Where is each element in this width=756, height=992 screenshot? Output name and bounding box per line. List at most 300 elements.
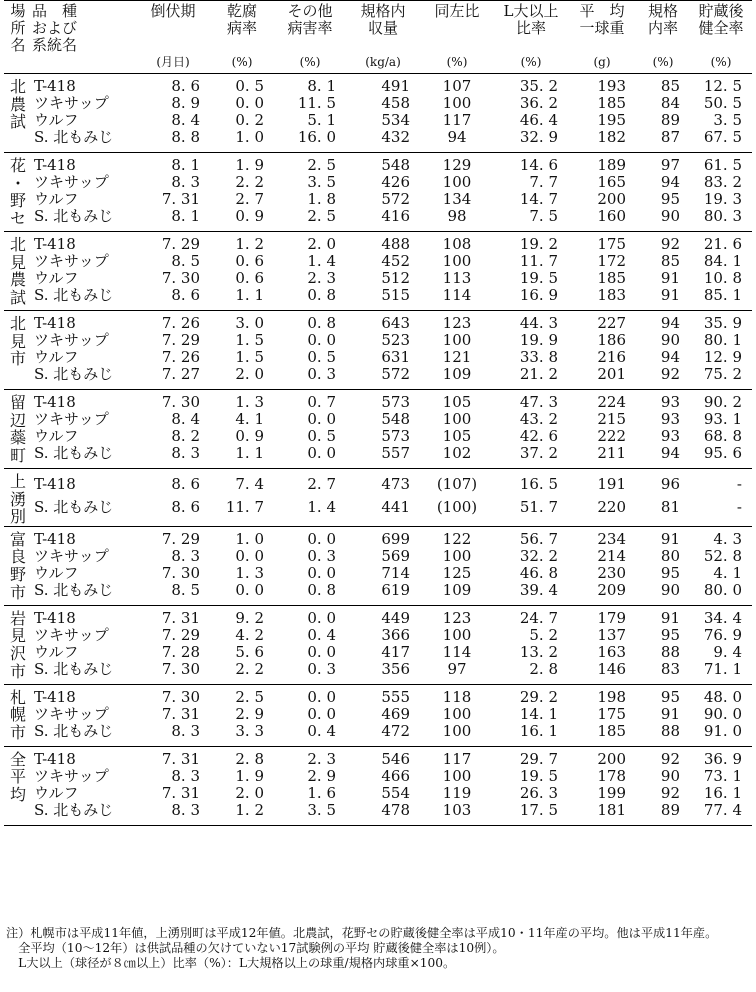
cell-l-size-ratio: 16. 9: [519, 286, 558, 304]
table-row: [4, 768, 752, 785]
cell-marketable-yield: 417: [381, 642, 410, 661]
cell-marketable-yield: 416: [381, 207, 410, 225]
cell-dry-rot-rate: 11. 7: [225, 497, 264, 516]
cell-marketable-yield: 523: [381, 331, 410, 349]
cell-lodging-date: [136, 518, 210, 526]
cell-l-size-ratio: 24. 7: [519, 608, 558, 627]
cell-yield-ratio: 114: [442, 286, 472, 304]
cell-storage-soundness: 93. 1: [703, 410, 742, 428]
cell-yield-ratio: 119: [442, 783, 472, 802]
header-label: 場 所 名: [10, 2, 26, 54]
cell-l-size-ratio: 46. 8: [519, 563, 558, 582]
cell-marketable-rate: 95: [660, 625, 680, 644]
cell-dry-rot-rate: 2. 7: [235, 190, 264, 208]
cell-yield-ratio: 129: [442, 156, 472, 174]
cell-other-disease-rate: 2. 9: [307, 766, 336, 785]
cell-avg-bulb-weight: 185: [597, 94, 626, 112]
site-name-char: ・: [9, 173, 26, 193]
site-group: [4, 232, 752, 311]
cell-dry-rot-rate: 0. 9: [235, 427, 264, 445]
cell-l-size-ratio: 5. 2: [529, 625, 558, 644]
cell-other-disease-rate: 0. 0: [307, 410, 336, 428]
site-name-cell: [4, 232, 32, 311]
cell-storage-soundness: 68. 8: [703, 427, 742, 445]
cell-lodging-date: 8. 2: [171, 427, 200, 445]
cell-other-disease-rate: 0. 3: [307, 546, 336, 565]
cell-yield-ratio: 100: [442, 546, 472, 565]
cell-marketable-rate: 97: [660, 156, 680, 174]
cell-variety: ツキサップ: [34, 331, 109, 349]
cell-marketable-yield: 472: [381, 721, 410, 740]
cell-storage-soundness: 91. 0: [703, 721, 742, 740]
cell-dry-rot-rate: 1. 5: [235, 348, 264, 366]
cell-l-size-ratio: 14. 6: [519, 156, 558, 174]
table-row: [4, 191, 752, 208]
cell-avg-bulb-weight: 198: [597, 687, 626, 706]
cell-avg-bulb-weight: 165: [597, 173, 626, 191]
header-label: L大以上 比率: [503, 2, 559, 37]
site-name-char: 市: [9, 582, 26, 602]
footnote-line: 注）札幌市は平成11年値，上湧別町は平成12年値。北農試，花野セの貯蔵後健全率は平成10・11年産の平均。他は平成11年産。: [6, 926, 718, 940]
cell-other-disease-rate: 5. 1: [307, 111, 336, 129]
cell-other-disease-rate: 0. 8: [307, 314, 336, 332]
cell-storage-soundness: 90. 0: [703, 704, 742, 723]
cell-lodging-date: 8. 3: [171, 800, 200, 819]
cell-marketable-yield: [346, 518, 420, 526]
table-row: [4, 74, 752, 96]
cell-l-size-ratio: 51. 7: [519, 497, 558, 516]
cell-yield-ratio: [420, 518, 494, 526]
cell-avg-bulb-weight: 193: [597, 77, 626, 95]
cell-yield-ratio: 108: [442, 235, 472, 253]
cell-dry-rot-rate: 1. 0: [235, 128, 264, 146]
cell-marketable-yield: 699: [381, 529, 410, 548]
site-group: [4, 390, 752, 469]
cell-marketable-yield: 572: [381, 190, 410, 208]
table-row: [4, 287, 752, 311]
cell-other-disease-rate: 0. 5: [307, 427, 336, 445]
table-row: [4, 411, 752, 428]
cell-avg-bulb-weight: 222: [597, 427, 626, 445]
cell-lodging-date: 7. 31: [161, 608, 200, 627]
cell-marketable-yield: 534: [381, 111, 410, 129]
cell-storage-soundness: [690, 518, 752, 526]
cell-marketable-rate: 91: [660, 704, 680, 723]
cell-dry-rot-rate: 4. 2: [235, 625, 264, 644]
cell-variety: ウルフ: [34, 348, 79, 366]
cell-dry-rot-rate: 1. 0: [235, 529, 264, 548]
cell-dry-rot-rate: 9. 2: [235, 608, 264, 627]
header-unit: (%): [299, 55, 321, 69]
site-name-cell: [4, 153, 32, 232]
header-unit: (%): [231, 55, 253, 69]
cell-l-size-ratio: 35. 2: [519, 77, 558, 95]
cell-l-size-ratio: 29. 7: [519, 749, 558, 768]
cell-yield-ratio: 105: [442, 393, 472, 411]
table-row: [4, 469, 752, 497]
cell-variety: T-418: [34, 608, 76, 627]
table-row: [4, 706, 752, 723]
cell-marketable-yield: 512: [381, 269, 410, 287]
cell-dry-rot-rate: 0. 0: [235, 546, 264, 565]
table-row: [4, 565, 752, 582]
cell-marketable-rate: 94: [660, 314, 680, 332]
cell-yield-ratio: (100): [436, 497, 478, 516]
cell-storage-soundness: 21. 6: [703, 235, 742, 253]
cell-yield-ratio: 102: [442, 444, 472, 462]
header-avg-bulb-weight: [568, 1, 636, 74]
site-name-char: 北: [9, 77, 26, 96]
cell-other-disease-rate: 2. 7: [307, 475, 336, 494]
cell-avg-bulb-weight: 220: [597, 497, 626, 516]
site-name-char: 市: [9, 722, 26, 742]
cell-variety: T-418: [34, 687, 76, 706]
cell-marketable-rate: 85: [660, 252, 680, 270]
cell-variety: ツキサップ: [34, 252, 109, 270]
site-group: [4, 684, 752, 746]
cell-avg-bulb-weight: 211: [597, 444, 626, 462]
cell-other-disease-rate: 0. 0: [307, 642, 336, 661]
site-name-char: 野: [9, 191, 26, 211]
cell-marketable-yield: 631: [381, 348, 410, 366]
cell-l-size-ratio: 14. 7: [519, 190, 558, 208]
cell-lodging-date: 8. 8: [171, 128, 200, 146]
cell-avg-bulb-weight: 175: [597, 235, 626, 253]
table-row: [4, 445, 752, 469]
cell-dry-rot-rate: 2. 0: [235, 365, 264, 383]
header-label: 乾腐 病率: [226, 2, 257, 37]
header-l-size-ratio: [494, 1, 568, 74]
cell-avg-bulb-weight: 163: [597, 642, 626, 661]
cell-lodging-date: 7. 29: [161, 625, 200, 644]
site-name-cell: [4, 311, 32, 390]
cell-l-size-ratio: [494, 518, 568, 526]
cell-storage-soundness: 3. 5: [713, 111, 742, 129]
site-name-cell: [4, 74, 32, 153]
cell-lodging-date: 7. 31: [161, 783, 200, 802]
site-name-char: 北: [9, 235, 26, 254]
header-unit: (月日): [156, 55, 190, 69]
cell-dry-rot-rate: 1. 3: [235, 393, 264, 411]
cell-other-disease-rate: 0. 0: [307, 331, 336, 349]
cell-dry-rot-rate: [210, 518, 274, 526]
cell-storage-soundness: 73. 1: [703, 766, 742, 785]
cell-lodging-date: 8. 1: [171, 207, 200, 225]
header-label: 貯蔵後 健全率: [698, 2, 744, 37]
header-unit: (%): [446, 55, 468, 69]
site-name-char: セ: [9, 208, 26, 228]
cell-variety: S. 北もみじ: [34, 128, 114, 146]
cell-other-disease-rate: 2. 3: [307, 749, 336, 768]
cell-marketable-yield: 555: [381, 687, 410, 706]
site-group: [4, 469, 752, 527]
cell-marketable-rate: 89: [660, 111, 680, 129]
cell-other-disease-rate: 2. 0: [307, 235, 336, 253]
cell-avg-bulb-weight: 200: [597, 190, 626, 208]
cell-dry-rot-rate: 2. 5: [235, 687, 264, 706]
cell-dry-rot-rate: 1. 1: [235, 444, 264, 462]
cell-dry-rot-rate: 2. 0: [235, 783, 264, 802]
cell-l-size-ratio: 26. 3: [519, 783, 558, 802]
cell-storage-soundness: 90. 2: [703, 393, 742, 411]
cell-dry-rot-rate: 1. 2: [235, 800, 264, 819]
cell-avg-bulb-weight: 183: [597, 286, 626, 304]
cell-lodging-date: 7. 27: [161, 365, 200, 383]
cell-marketable-yield: 466: [381, 766, 410, 785]
cell-storage-soundness: 12. 9: [703, 348, 742, 366]
cell-marketable-rate: 94: [660, 348, 680, 366]
header-unit: (%): [520, 55, 542, 69]
cell-other-disease-rate: 0. 3: [307, 659, 336, 678]
site-name-char: 花: [9, 156, 26, 175]
header-unit: (%): [710, 55, 732, 69]
cell-marketable-rate: 84: [660, 94, 680, 112]
header-label: 倒伏期: [150, 2, 196, 20]
cell-yield-ratio: 100: [442, 766, 472, 785]
cell-marketable-yield: 432: [381, 128, 410, 146]
cell-marketable-yield: 557: [381, 444, 410, 462]
cell-other-disease-rate: 1. 4: [307, 497, 336, 516]
cell-dry-rot-rate: 0. 5: [235, 77, 264, 95]
cell-variety: ウルフ: [34, 783, 79, 802]
cell-marketable-rate: 83: [660, 659, 680, 678]
cell-storage-soundness: 10. 8: [703, 269, 742, 287]
cell-marketable-yield: 356: [381, 659, 410, 678]
footnote-line: 全平均（10〜12年）は供試品種の欠けていない17試験例の平均 貯蔵後健全率は10例）。: [6, 941, 505, 955]
cell-dry-rot-rate: 1. 9: [235, 766, 264, 785]
table-row: [4, 95, 752, 112]
cell-yield-ratio: 113: [442, 269, 472, 287]
site-name-char: 全: [9, 749, 26, 769]
cell-other-disease-rate: [274, 518, 346, 526]
table-row: [4, 605, 752, 627]
cell-marketable-yield: 488: [381, 235, 410, 253]
table-row: [4, 627, 752, 644]
cell-marketable-rate: 90: [660, 766, 680, 785]
cell-variety: ツキサップ: [34, 704, 109, 723]
cell-marketable-rate: 81: [660, 497, 680, 516]
cell-storage-soundness: 4. 3: [713, 529, 742, 548]
cell-marketable-yield: 548: [381, 410, 410, 428]
cell-yield-ratio: 98: [447, 207, 467, 225]
cell-marketable-rate: 88: [660, 642, 680, 661]
cell-l-size-ratio: 43. 2: [519, 410, 558, 428]
table-row: [4, 332, 752, 349]
cell-yield-ratio: 100: [442, 94, 472, 112]
cell-dry-rot-rate: 3. 0: [235, 314, 264, 332]
cell-yield-ratio: 109: [442, 365, 472, 383]
cell-variety: ツキサップ: [34, 546, 109, 565]
header-lodging-date: [136, 1, 210, 74]
cell-marketable-rate: 90: [660, 207, 680, 225]
site-name-cell: [4, 746, 32, 825]
cell-variety: T-418: [34, 156, 76, 174]
cell-avg-bulb-weight: 214: [597, 546, 626, 565]
table-row: [4, 526, 752, 548]
cell-marketable-yield: 426: [381, 173, 410, 191]
cell-lodging-date: 8. 4: [171, 111, 200, 129]
cell-other-disease-rate: 11. 5: [297, 94, 336, 112]
cell-other-disease-rate: 0. 0: [307, 687, 336, 706]
cell-yield-ratio: 100: [442, 252, 472, 270]
cell-marketable-rate: 92: [660, 783, 680, 802]
site-name-char: 岩: [9, 608, 26, 628]
cell-variety: ツキサップ: [34, 94, 109, 112]
cell-marketable-yield: 546: [381, 749, 410, 768]
cell-l-size-ratio: 19. 5: [519, 766, 558, 785]
cell-l-size-ratio: 14. 1: [519, 704, 558, 723]
cell-storage-soundness: 80. 1: [703, 331, 742, 349]
cell-other-disease-rate: 1. 8: [307, 190, 336, 208]
cell-yield-ratio: 117: [442, 749, 472, 768]
cell-dry-rot-rate: 1. 5: [235, 331, 264, 349]
cell-l-size-ratio: 21. 2: [519, 365, 558, 383]
cell-lodging-date: 7. 29: [161, 529, 200, 548]
site-name-char: 市: [9, 661, 26, 681]
cell-dry-rot-rate: 0. 0: [235, 94, 264, 112]
table-row: [4, 684, 752, 706]
cell-l-size-ratio: 19. 5: [519, 269, 558, 287]
cell-avg-bulb-weight: 179: [597, 608, 626, 627]
site-name-cell: [4, 469, 32, 527]
cell-yield-ratio: 107: [442, 77, 472, 95]
site-name-char: 富: [9, 529, 26, 549]
site-group: [4, 605, 752, 684]
cell-variety: ウルフ: [34, 642, 79, 661]
cell-l-size-ratio: 33. 8: [519, 348, 558, 366]
cell-storage-soundness: 75. 2: [703, 365, 742, 383]
site-name-char: 蘂: [9, 428, 26, 448]
cell-marketable-rate: 80: [660, 546, 680, 565]
cell-l-size-ratio: 2. 8: [529, 659, 558, 678]
table-row: [4, 112, 752, 129]
cell-variety: T-418: [34, 749, 76, 768]
footnotes: [6, 926, 750, 971]
site-name-char: 試: [9, 112, 26, 132]
cell-lodging-date: 7. 29: [161, 331, 200, 349]
cell-marketable-yield: 441: [381, 497, 410, 516]
cell-lodging-date: 8. 9: [171, 94, 200, 112]
table-row: [4, 253, 752, 270]
cell-marketable-rate: 88: [660, 721, 680, 740]
cell-marketable-rate: 91: [660, 269, 680, 287]
cell-marketable-rate: 93: [660, 393, 680, 411]
cell-yield-ratio: 114: [442, 642, 472, 661]
header-storage-soundness: [690, 1, 752, 74]
site-group: [4, 153, 752, 232]
site-name-char: 沢: [9, 643, 26, 663]
cell-marketable-yield: 449: [381, 608, 410, 627]
cell-variety: T-418: [34, 314, 76, 332]
table-row: [4, 349, 752, 366]
cell-dry-rot-rate: 1. 2: [235, 235, 264, 253]
cell-lodging-date: 8. 6: [171, 497, 200, 516]
cell-other-disease-rate: 8. 1: [307, 77, 336, 95]
cell-storage-soundness: 48. 0: [703, 687, 742, 706]
cell-lodging-date: 8. 6: [171, 286, 200, 304]
header-label: 同左比: [434, 2, 480, 20]
site-name-char: 北: [9, 314, 26, 333]
cell-variety: S. 北もみじ: [34, 207, 114, 225]
cell-l-size-ratio: 47. 3: [519, 393, 558, 411]
cell-variety: S. 北もみじ: [34, 365, 114, 383]
cell-dry-rot-rate: 0. 2: [235, 111, 264, 129]
site-name-char: 留: [9, 393, 26, 412]
cell-other-disease-rate: 0. 8: [307, 286, 336, 304]
cell-l-size-ratio: 46. 4: [519, 111, 558, 129]
site-name-char: 見: [9, 626, 26, 646]
cell-dry-rot-rate: 0. 6: [235, 252, 264, 270]
cell-avg-bulb-weight: [568, 518, 636, 526]
site-name-char: 幌: [9, 705, 26, 725]
cell-yield-ratio: 117: [442, 111, 472, 129]
cell-avg-bulb-weight: 224: [597, 393, 626, 411]
cell-l-size-ratio: 42. 6: [519, 427, 558, 445]
cell-dry-rot-rate: 2. 2: [235, 659, 264, 678]
cell-avg-bulb-weight: 186: [597, 331, 626, 349]
cell-marketable-yield: 491: [381, 77, 410, 95]
cell-marketable-yield: 515: [381, 286, 410, 304]
cell-storage-soundness: 80. 3: [703, 207, 742, 225]
table-row: [4, 496, 752, 518]
cell-lodging-date: 7. 29: [161, 235, 200, 253]
site-name-char: 町: [9, 445, 26, 465]
site-name-char: 野: [9, 564, 26, 584]
cell-lodging-date: 7. 30: [161, 393, 200, 411]
table-row: [4, 746, 752, 768]
cell-variety: T-418: [34, 529, 76, 548]
cell-avg-bulb-weight: 175: [597, 704, 626, 723]
cell-variety: T-418: [34, 235, 76, 253]
cell-other-disease-rate: 0. 7: [307, 393, 336, 411]
cell-avg-bulb-weight: 189: [597, 156, 626, 174]
cell-marketable-rate: 91: [660, 286, 680, 304]
cell-yield-ratio: 123: [442, 608, 472, 627]
table-row: [4, 174, 752, 191]
cell-storage-soundness: 35. 9: [703, 314, 742, 332]
cell-storage-soundness: 85. 1: [703, 286, 742, 304]
cell-avg-bulb-weight: 230: [597, 563, 626, 582]
header-label: 規格 内率: [647, 2, 678, 37]
cell-avg-bulb-weight: 146: [597, 659, 626, 678]
cell-yield-ratio: 134: [442, 190, 472, 208]
table-row: [4, 785, 752, 802]
cell-marketable-yield: 554: [381, 783, 410, 802]
site-name-char: 別: [9, 507, 26, 527]
cell-variety: ウルフ: [34, 563, 79, 582]
cell-l-size-ratio: 7. 5: [529, 207, 558, 225]
cell-marketable-yield: 478: [381, 800, 410, 819]
table-row: [4, 311, 752, 333]
cell-lodging-date: 8. 6: [171, 77, 200, 95]
cell-storage-soundness: 34. 4: [703, 608, 742, 627]
cell-lodging-date: 7. 28: [161, 642, 200, 661]
cell-l-size-ratio: 17. 5: [519, 800, 558, 819]
cell-storage-soundness: 71. 1: [703, 659, 742, 678]
table-row: [4, 644, 752, 661]
cell-lodging-date: 7. 30: [161, 269, 200, 287]
header-label: 品 種 および 系統名: [32, 2, 78, 54]
cell-yield-ratio: 118: [442, 687, 472, 706]
cell-other-disease-rate: 0. 0: [307, 608, 336, 627]
cell-lodging-date: 7. 30: [161, 659, 200, 678]
cell-avg-bulb-weight: 181: [597, 800, 626, 819]
cell-variety: S. 北もみじ: [34, 444, 114, 462]
cell-marketable-rate: 94: [660, 444, 680, 462]
cell-other-disease-rate: 0. 0: [307, 704, 336, 723]
cell-l-size-ratio: 37. 2: [519, 444, 558, 462]
cell-avg-bulb-weight: 201: [597, 365, 626, 383]
